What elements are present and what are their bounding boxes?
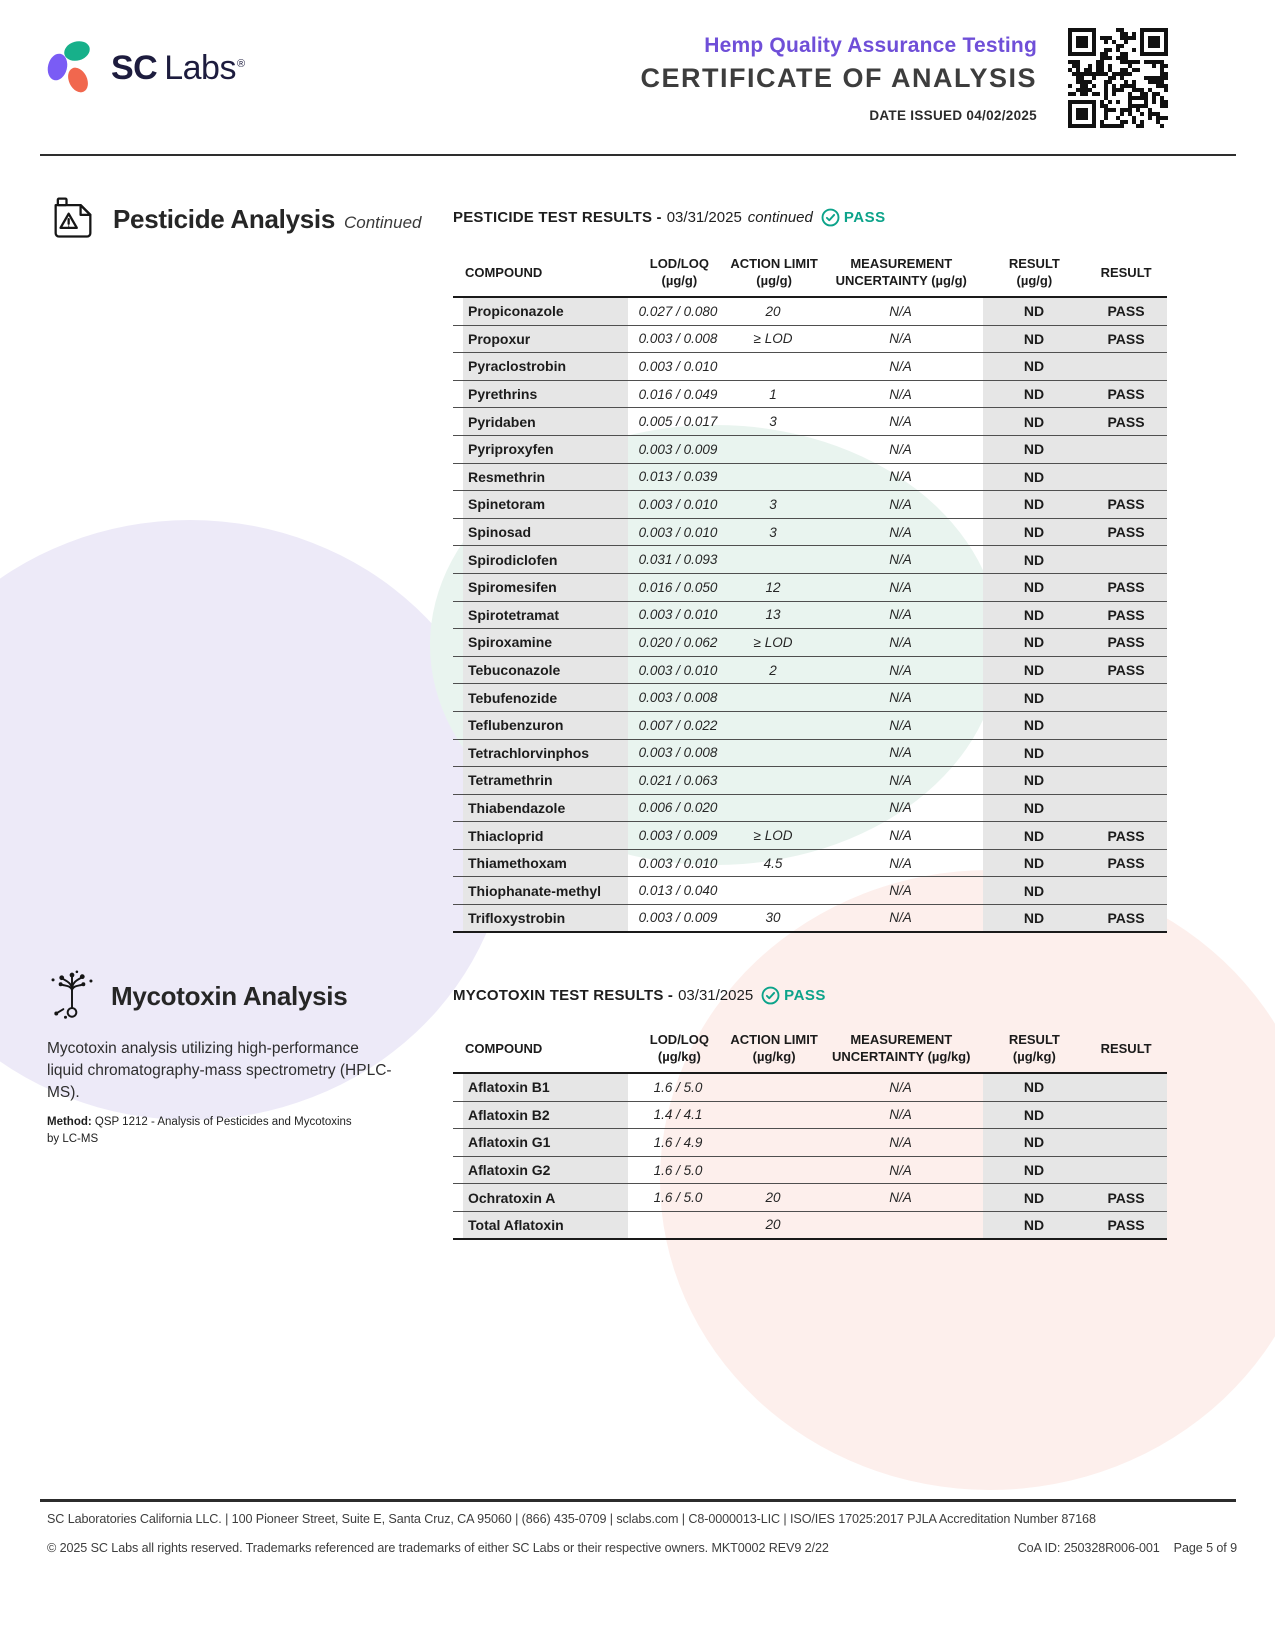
result-status-cell [1085, 795, 1167, 822]
lodloq-cell [628, 1212, 728, 1238]
compound-cell: Propoxur [463, 326, 628, 353]
compound-cell: Spiromesifen [463, 574, 628, 601]
table-row [453, 629, 1167, 657]
action-limit-cell: 1 [769, 386, 777, 402]
pesticide-table-body [453, 298, 1167, 933]
result-status-cell [1085, 464, 1167, 491]
compound-cell: Total Aflatoxin [463, 1212, 628, 1238]
action-limit-cell [728, 1157, 818, 1184]
col-result-status: RESULT [1100, 264, 1152, 280]
pass-status-badge: PASS [761, 986, 826, 1005]
lodloq-cell: 0.003 / 0.010 [638, 607, 718, 623]
lodloq-cell: 0.013 / 0.039 [638, 469, 718, 485]
result-status-cell: PASS [1085, 850, 1167, 877]
result-status-cell: PASS [1085, 1212, 1167, 1238]
result-value-cell: ND [983, 657, 1085, 684]
uncertainty-cell: N/A [889, 524, 912, 540]
date-issued: DATE ISSUED 04/02/2025 [869, 108, 1037, 123]
uncertainty-cell: N/A [889, 1107, 912, 1123]
table-row [453, 712, 1167, 740]
sclabs-logo-icon [45, 38, 99, 99]
result-status-cell: PASS [1085, 491, 1167, 518]
result-value-cell: ND [983, 767, 1085, 794]
table-row [453, 298, 1167, 326]
lodloq-cell: 0.020 / 0.062 [638, 634, 718, 650]
uncertainty-cell: N/A [889, 1162, 912, 1178]
col-result-status: RESULT [1100, 1040, 1152, 1056]
table-row [453, 574, 1167, 602]
result-value-cell: ND [983, 408, 1085, 435]
result-value-cell: ND [983, 574, 1085, 601]
col-compound: COMPOUND [464, 1040, 543, 1056]
result-value-cell: ND [983, 464, 1085, 491]
action-limit-cell [728, 740, 818, 767]
table-row [453, 1102, 1167, 1130]
lodloq-cell: 0.027 / 0.080 [638, 303, 718, 319]
uncertainty-cell: N/A [889, 414, 912, 430]
uncertainty-cell: N/A [889, 579, 912, 595]
result-value-cell: ND [983, 436, 1085, 463]
compound-cell: Trifloxystrobin [463, 905, 628, 931]
footer-legal [47, 1541, 1237, 1555]
table-row [453, 353, 1167, 381]
lodloq-cell: 0.003 / 0.010 [638, 358, 718, 374]
lodloq-cell: 1.6 / 5.0 [653, 1190, 703, 1206]
result-status-cell [1085, 1102, 1167, 1129]
lodloq-cell: 0.021 / 0.063 [638, 772, 718, 788]
compound-cell: Aflatoxin B1 [463, 1074, 628, 1101]
result-value-cell: ND [983, 519, 1085, 546]
result-value-cell: ND [983, 546, 1085, 573]
result-value-cell: ND [983, 1129, 1085, 1156]
uncertainty-cell [818, 1212, 983, 1238]
table-row [453, 519, 1167, 547]
uncertainty-cell: N/A [889, 772, 912, 788]
result-value-cell: ND [983, 877, 1085, 904]
compound-cell: Aflatoxin G2 [463, 1157, 628, 1184]
uncertainty-cell: N/A [889, 883, 912, 899]
compound-cell: Aflatoxin G1 [463, 1129, 628, 1156]
lodloq-cell: 0.003 / 0.010 [638, 662, 718, 678]
table-row [453, 1212, 1167, 1240]
header-subtitle: Hemp Quality Assurance Testing [704, 34, 1037, 57]
uncertainty-cell: N/A [889, 331, 912, 347]
registered-mark: ® [236, 57, 245, 70]
col-result-value: RESULT (µg/g) [1008, 256, 1060, 288]
sclabs-logo-text: SC Labs® [111, 49, 245, 87]
result-value-cell: ND [983, 822, 1085, 849]
action-limit-cell: ≥ LOD [753, 828, 793, 844]
compound-cell: Spinetoram [463, 491, 628, 518]
mycotoxin-spore-icon [47, 968, 97, 1025]
action-limit-cell: 20 [765, 1190, 781, 1206]
uncertainty-cell: N/A [889, 303, 912, 319]
result-status-cell: PASS [1085, 1184, 1167, 1211]
result-status-cell: PASS [1085, 408, 1167, 435]
compound-cell: Ochratoxin A [463, 1184, 628, 1211]
compound-cell: Spiroxamine [463, 629, 628, 656]
lodloq-cell: 0.003 / 0.009 [638, 910, 718, 926]
col-compound: COMPOUND [464, 264, 543, 280]
action-limit-cell [728, 353, 818, 380]
compound-cell: Propiconazole [463, 298, 628, 325]
lodloq-cell: 1.6 / 5.0 [653, 1162, 703, 1178]
result-status-cell: PASS [1085, 905, 1167, 931]
uncertainty-cell: N/A [889, 690, 912, 706]
action-limit-cell: 20 [765, 303, 781, 319]
lodloq-cell: 0.003 / 0.009 [638, 441, 718, 457]
result-status-cell [1085, 712, 1167, 739]
action-limit-cell [728, 1129, 818, 1156]
uncertainty-cell: N/A [889, 828, 912, 844]
table-row [453, 684, 1167, 712]
compound-cell: Tetramethrin [463, 767, 628, 794]
header-divider [40, 154, 1236, 156]
uncertainty-cell: N/A [889, 662, 912, 678]
compound-cell: Thiophanate-methyl [463, 877, 628, 904]
pesticide-section-continued: Continued [343, 213, 422, 232]
lodloq-cell: 0.003 / 0.008 [638, 331, 718, 347]
lodloq-cell: 0.013 / 0.040 [638, 883, 718, 899]
lodloq-cell: 0.016 / 0.049 [638, 386, 718, 402]
table-row [453, 877, 1167, 905]
action-limit-cell [728, 684, 818, 711]
uncertainty-cell: N/A [889, 745, 912, 761]
result-status-cell: PASS [1085, 326, 1167, 353]
action-limit-cell: 2 [769, 662, 777, 678]
table-row [453, 657, 1167, 685]
result-value-cell: ND [983, 353, 1085, 380]
table-row [453, 491, 1167, 519]
result-status-cell [1085, 740, 1167, 767]
lodloq-cell: 0.003 / 0.008 [638, 745, 718, 761]
result-value-cell: ND [983, 740, 1085, 767]
compound-cell: Tebufenozide [463, 684, 628, 711]
table-row [453, 1157, 1167, 1185]
check-circle-icon [761, 986, 780, 1005]
coa-id: CoA ID: 250328R006-001 [1017, 1541, 1160, 1555]
lodloq-cell: 1.6 / 4.9 [653, 1134, 703, 1150]
result-value-cell: ND [983, 795, 1085, 822]
result-value-cell: ND [983, 712, 1085, 739]
pesticide-results-table [453, 250, 1167, 933]
result-value-cell: ND [983, 684, 1085, 711]
uncertainty-cell: N/A [889, 855, 912, 871]
action-limit-cell [728, 464, 818, 491]
result-status-cell [1085, 877, 1167, 904]
action-limit-cell [728, 546, 818, 573]
action-limit-cell [728, 1074, 818, 1101]
uncertainty-cell: N/A [889, 910, 912, 926]
action-limit-cell [728, 712, 818, 739]
result-value-cell: ND [983, 1157, 1085, 1184]
footer-copyright: © 2025 SC Labs all rights reserved. Trademarks referenced are trademarks of either SC Labs or their respective owners. MKT0002 REV9 2/22 [47, 1541, 829, 1555]
result-status-cell: PASS [1085, 629, 1167, 656]
col-uncertainty: MEASUREMENT UNCERTAINTY (µg/kg) [832, 1032, 971, 1064]
action-limit-cell: ≥ LOD [753, 331, 793, 347]
table-row [453, 767, 1167, 795]
table-row [453, 795, 1167, 823]
result-value-cell: ND [983, 850, 1085, 877]
table-row [453, 602, 1167, 630]
result-value-cell: ND [983, 602, 1085, 629]
pesticide-jug-icon [47, 191, 99, 248]
lodloq-cell: 0.016 / 0.050 [638, 579, 718, 595]
result-value-cell: ND [983, 326, 1085, 353]
table-row [453, 408, 1167, 436]
action-limit-cell: 13 [765, 607, 781, 623]
action-limit-cell [728, 1102, 818, 1129]
uncertainty-cell: N/A [889, 358, 912, 374]
compound-cell: Tetrachlorvinphos [463, 740, 628, 767]
compound-cell: Resmethrin [463, 464, 628, 491]
mycotoxin-results-table [453, 1026, 1167, 1240]
result-status-cell: PASS [1085, 657, 1167, 684]
result-value-cell: ND [983, 1212, 1085, 1238]
pesticide-section-title: Pesticide Analysis [113, 204, 335, 234]
table-row [453, 436, 1167, 464]
compound-cell: Pyrethrins [463, 381, 628, 408]
compound-cell: Tebuconazole [463, 657, 628, 684]
mycotoxin-table-title: MYCOTOXIN TEST RESULTS - 03/31/2025 PASS [453, 987, 826, 1004]
lodloq-cell: 0.031 / 0.093 [638, 552, 718, 568]
lodloq-cell: 0.003 / 0.009 [638, 828, 718, 844]
uncertainty-cell: N/A [889, 634, 912, 650]
action-limit-cell: ≥ LOD [753, 634, 793, 650]
uncertainty-cell: N/A [889, 1079, 912, 1095]
col-lodloq: LOD/LOQ (µg/kg) [649, 1032, 709, 1064]
action-limit-cell: 12 [765, 579, 781, 595]
table-row [453, 326, 1167, 354]
uncertainty-cell: N/A [889, 607, 912, 623]
compound-cell: Spirotetramat [463, 602, 628, 629]
lodloq-cell: 0.005 / 0.017 [638, 414, 718, 430]
uncertainty-cell: N/A [889, 1190, 912, 1206]
uncertainty-cell: N/A [889, 717, 912, 733]
qr-code [1068, 28, 1168, 128]
result-status-cell [1085, 1129, 1167, 1156]
result-status-cell: PASS [1085, 602, 1167, 629]
table-row [453, 1184, 1167, 1212]
uncertainty-cell: N/A [889, 386, 912, 402]
uncertainty-cell: N/A [889, 469, 912, 485]
uncertainty-cell: N/A [889, 1134, 912, 1150]
page-number: Page 5 of 9 [1173, 1541, 1237, 1555]
lodloq-cell: 0.006 / 0.020 [638, 800, 718, 816]
action-limit-cell [728, 877, 818, 904]
result-status-cell: PASS [1085, 822, 1167, 849]
compound-cell: Teflubenzuron [463, 712, 628, 739]
uncertainty-cell: N/A [889, 496, 912, 512]
footer-divider [40, 1499, 1236, 1502]
pass-status-badge: PASS [821, 208, 886, 227]
page-title: CERTIFICATE OF ANALYSIS [640, 63, 1037, 93]
pesticide-table-title: PESTICIDE TEST RESULTS - 03/31/2025 continued PASS [453, 209, 886, 226]
mycotoxin-table-header [453, 1026, 1167, 1074]
result-value-cell: ND [983, 298, 1085, 325]
action-limit-cell [728, 767, 818, 794]
col-action-limit: ACTION LIMIT (µg/kg) [730, 1032, 818, 1064]
result-value-cell: ND [983, 381, 1085, 408]
col-result-value: RESULT (µg/kg) [1008, 1032, 1060, 1064]
compound-cell: Pyriproxyfen [463, 436, 628, 463]
sclabs-logo [45, 38, 245, 99]
table-row [453, 464, 1167, 492]
col-uncertainty: MEASUREMENT UNCERTAINTY (µg/g) [835, 256, 967, 288]
uncertainty-cell: N/A [889, 441, 912, 457]
compound-cell: Thiamethoxam [463, 850, 628, 877]
mycotoxin-method: Method: QSP 1212 - Analysis of Pesticides and Mycotoxins by LC-MS [47, 1116, 352, 1146]
table-row [453, 546, 1167, 574]
compound-cell: Pyraclostrobin [463, 353, 628, 380]
result-status-cell [1085, 546, 1167, 573]
result-status-cell [1085, 684, 1167, 711]
lodloq-cell: 0.003 / 0.010 [638, 524, 718, 540]
compound-cell: Spinosad [463, 519, 628, 546]
col-action-limit: ACTION LIMIT (µg/g) [730, 256, 818, 288]
mycotoxin-section-header [47, 968, 347, 1025]
action-limit-cell [728, 436, 818, 463]
action-limit-cell: 30 [765, 910, 781, 926]
result-status-cell [1085, 1157, 1167, 1184]
compound-cell: Thiabendazole [463, 795, 628, 822]
lodloq-cell: 0.003 / 0.010 [638, 855, 718, 871]
result-value-cell: ND [983, 629, 1085, 656]
compound-cell: Pyridaben [463, 408, 628, 435]
mycotoxin-table-body [453, 1074, 1167, 1240]
table-row [453, 1129, 1167, 1157]
result-value-cell: ND [983, 1184, 1085, 1211]
result-status-cell [1085, 1074, 1167, 1101]
uncertainty-cell: N/A [889, 800, 912, 816]
table-row [453, 1074, 1167, 1102]
action-limit-cell: 4.5 [763, 855, 783, 871]
uncertainty-cell: N/A [889, 552, 912, 568]
lodloq-cell: 0.003 / 0.010 [638, 496, 718, 512]
check-circle-icon [821, 208, 840, 227]
action-limit-cell [728, 795, 818, 822]
header-title-block [640, 34, 1037, 123]
result-status-cell [1085, 767, 1167, 794]
mycotoxin-section-title: Mycotoxin Analysis [111, 981, 348, 1011]
result-value-cell: ND [983, 1102, 1085, 1129]
col-lodloq: LOD/LOQ (µg/g) [649, 256, 709, 288]
action-limit-cell: 3 [769, 524, 777, 540]
result-value-cell: ND [983, 491, 1085, 518]
lodloq-cell: 1.4 / 4.1 [653, 1107, 703, 1123]
result-status-cell: PASS [1085, 298, 1167, 325]
action-limit-cell: 3 [769, 496, 777, 512]
table-row [453, 822, 1167, 850]
result-status-cell [1085, 436, 1167, 463]
result-status-cell [1085, 353, 1167, 380]
action-limit-cell: 3 [769, 414, 777, 430]
result-status-cell: PASS [1085, 381, 1167, 408]
table-row [453, 740, 1167, 768]
pesticide-table-header [453, 250, 1167, 298]
lodloq-cell: 0.003 / 0.008 [638, 690, 718, 706]
lodloq-cell: 0.007 / 0.022 [638, 717, 718, 733]
compound-cell: Aflatoxin B2 [463, 1102, 628, 1129]
result-value-cell: ND [983, 905, 1085, 931]
action-limit-cell: 20 [765, 1217, 781, 1233]
table-row [453, 850, 1167, 878]
result-status-cell: PASS [1085, 519, 1167, 546]
footer-lab-info: SC Laboratories California LLC. | 100 Pioneer Street, Suite E, Santa Cruz, CA 95060 | (866) 435-0709 | sclabs.com | C8-0000013-LIC | ISO/IES 17025:2017 PJLA Accreditation Number 87168 [47, 1512, 1096, 1526]
result-value-cell: ND [983, 1074, 1085, 1101]
compound-cell: Thiacloprid [463, 822, 628, 849]
pesticide-section-header [47, 191, 422, 248]
mycotoxin-description: Mycotoxin analysis utilizing high-performance liquid chromatography-mass spectrometry (HPLC-MS). [47, 1040, 392, 1101]
lodloq-cell: 1.6 / 5.0 [653, 1079, 703, 1095]
compound-cell: Spirodiclofen [463, 546, 628, 573]
result-status-cell: PASS [1085, 574, 1167, 601]
table-row [453, 381, 1167, 409]
table-row [453, 905, 1167, 933]
